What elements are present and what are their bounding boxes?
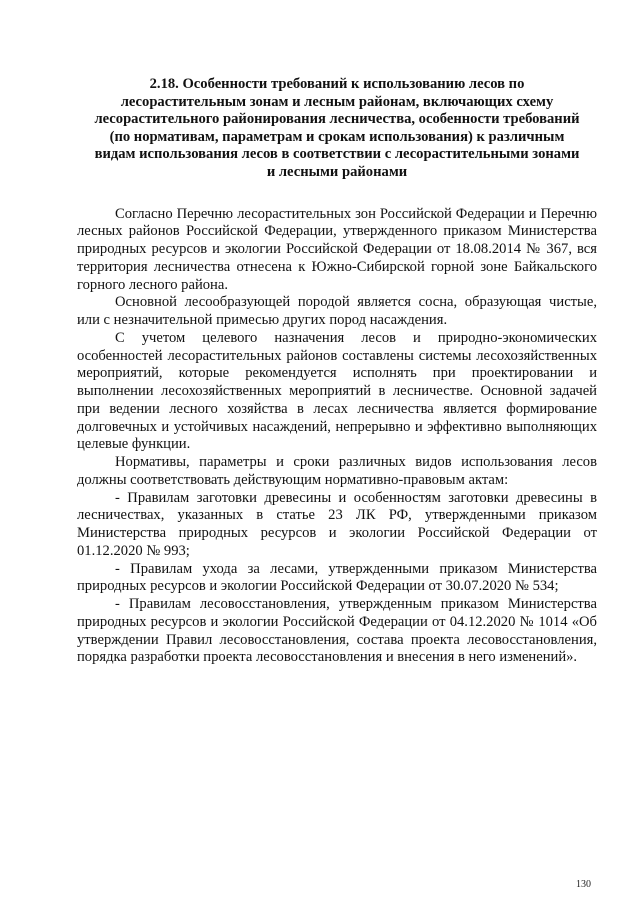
list-item-harvesting-rules: - Правилам заготовки древесины и особенностям заготовки древесины в лесничествах, указанных в статье 23 ЛК РФ, утвержденными приказом Министерства природных ресурсов и экологии Российской Федерации от 01.12.2020 № 993; bbox=[77, 489, 597, 559]
document-page bbox=[77, 76, 597, 667]
heading-line: лесорастительным зонам и лесным районам, включающих схему bbox=[120, 93, 554, 110]
paragraph-main-species: Основной лесообразующей породой является сосна, образующая чистые, или с незначительной примесью других пород насаждения. bbox=[77, 294, 597, 329]
section-heading bbox=[77, 76, 597, 182]
heading-line: и лесными районами bbox=[266, 163, 408, 180]
list-item-reforestation-rules: - Правилам лесовосстановления, утвержденным приказом Министерства природных ресурсов и экологии Российской Федерации от 04.12.2020 № 1014 «Об утверждении Правил лесовосстановления, состава проекта лесовосстановления, порядка разработки проекта лесовосстановления и внесения в него изменений». bbox=[77, 596, 597, 666]
paragraph-forestry-measures: С учетом целевого назначения лесов и природно-экономических особенностей лесорастительных районов составлены системы лесохозяйственных мероприятий, которые рекомендуется исполнять при проектировании и выполнении лесохозяйственных мероприятий в лесничестве. Основной задачей при ведении лесного хозяйства в лесах лесничества является формирование долговечных и устойчивых насаждений, непрерывно и эффективно выполняющих целевые функции. bbox=[77, 329, 597, 453]
page-number: 130 bbox=[576, 879, 591, 890]
section-body bbox=[77, 206, 597, 668]
paragraph-norms-intro: Нормативы, параметры и сроки различных видов использования лесов должны соответствовать действующим нормативно-правовым актам: bbox=[77, 454, 597, 488]
heading-line: (по нормативам, параметрам и срокам использования) к различным bbox=[109, 128, 565, 145]
paragraph-zones: Согласно Перечню лесорастительных зон Российской Федерации и Перечню лесных районов Российской Федерации, утвержденного приказом Министерства природных ресурсов и экологии Российской Федерации от 18.08.2014 № 367, вся территория лесничества отнесена к Южно-Сибирской горной зоне Байкальского горного лесного района. bbox=[77, 205, 597, 293]
list-item-forest-care-rules: - Правилам ухода за лесами, утвержденными приказом Министерства природных ресурсов и экологии Российской Федерации от 30.07.2020 № 534; bbox=[77, 560, 597, 595]
heading-line: 2.18. Особенности требований к использованию лесов по bbox=[149, 76, 525, 92]
heading-line: лесорастительного районирования лесничества, особенности требований bbox=[94, 111, 580, 128]
heading-line: видам использования лесов в соответствии с лесорастительными зонами bbox=[94, 146, 580, 163]
